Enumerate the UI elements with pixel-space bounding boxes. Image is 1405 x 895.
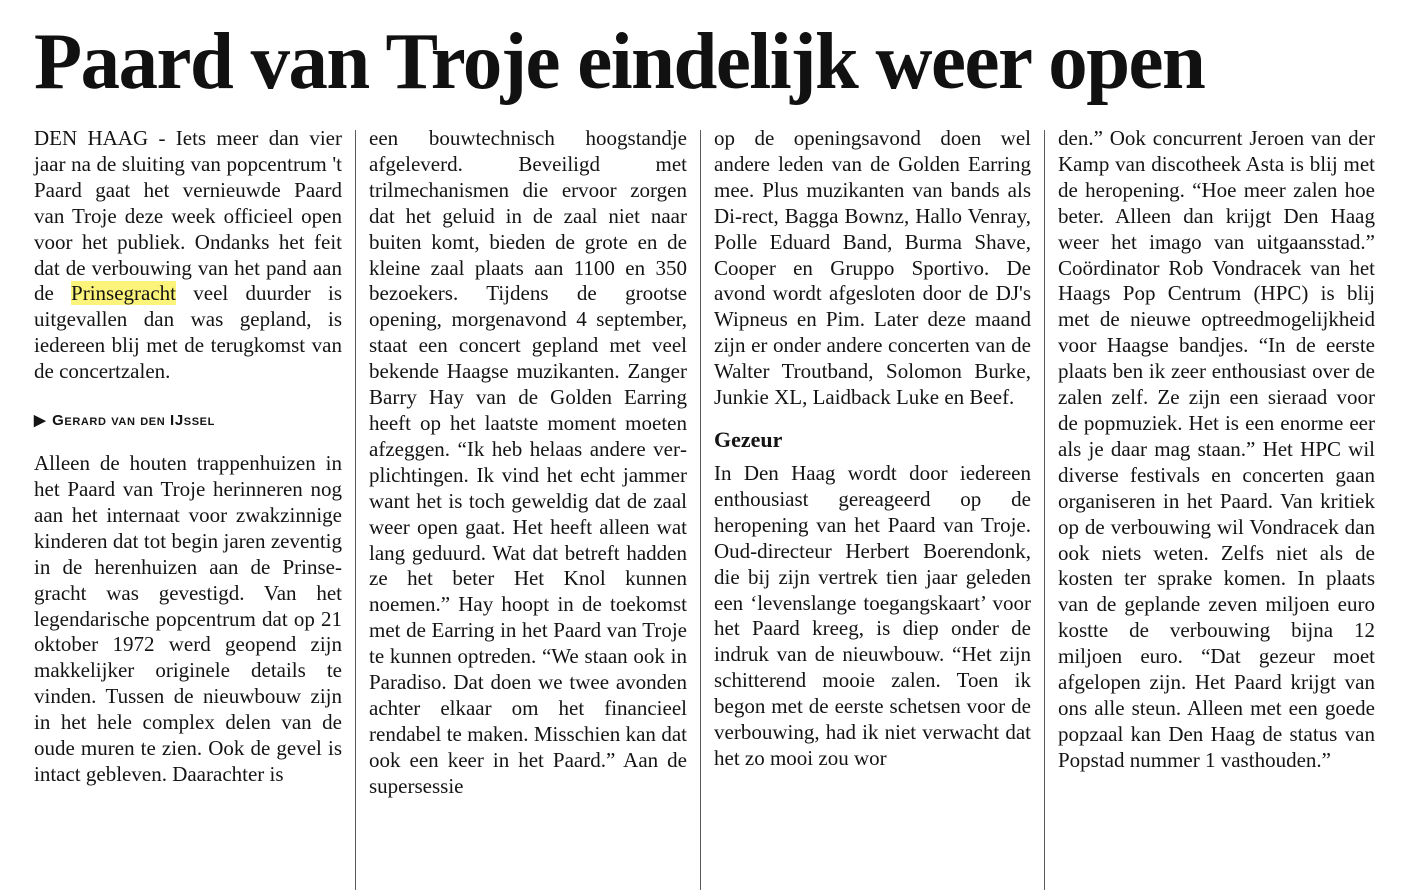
byline-mark: ▶ [34,412,47,430]
highlighted-word: Prinsegracht [71,281,177,306]
dateline: DEN HAAG - [34,126,176,150]
lead-text-b: veel duurder is uitgevallen dan was gepland, is iedereen blij met de terugkomst van de concertzalen. [34,281,342,384]
body-paragraph: den.” Ook concurrent Jeroen van der Kamp van discotheek Asta is blij met de heropening. “Hoe meer zalen hoe beter. Alleen dan krijgt Den Haag weer het imago van uitgaansstad.” Coördinator Rob Vondracek van het Haags Pop Centrum (HPC) is blij met de nieuwe optreedmogelijkheid voor Haagse bandjes. “In de eerste plaats ben ik zeer enthousiast over de zalen zelf. Ze zijn een sieraad voor de popmuziek. Het is een enorme eer als je daar mag staan.” Het HPC wil diverse festivals en concerten gaan organiseren in het Paard. Van kritiek op de verbouwing wil Vondracek dan ook niets weten. Zelfs niet als de kosten ter sprake komen. In plaats van de geplande zeven miljoen euro kostte de verbouwing bijna 12 miljoen euro. “Dat gezeur moet afgelopen zijn. Het Paard krijgt van ons alle steun. Alleen met een goede popzaal kan Den Haag de status van Popstad nummer 1 vasthouden.” [1058,126,1375,772]
subhead: Gezeur [714,426,783,452]
lead-paragraph [34,126,342,385]
lead-text-a: Iets meer dan vier jaar na de sluiting van popcentrum 't Paard gaat het vernieuwde Paard van Troje deze week officieel open voor het publiek. Ondanks het feit dat de verbouwing van het pand aan de [34,126,342,306]
body-paragraph: op de openingsavond doen wel andere leden van de Golden Earring mee. Plus muzikanten van bands als Di-rect, Bagga Bownz, Hallo Venray, Polle Eduard Band, Burma Shave, Cooper en Gruppo Sportivo. De avond wordt afgesloten door de DJ's Wipneus en Pim. Later deze maand zijn er onder andere concerten van de Walter Troutband, Solomon Burke, Junkie XL, Laidback Luke en Beef. [714,126,1031,410]
article-column-3 [714,126,1031,772]
body-paragraph: een bouwtechnisch hoogstandje afgeleverd. Beveiligd met trilmechanismen die ervoor zorgen dat het geluid in de zaal niet naar buiten komt, bieden de grote en de kleine zaal plaats aan 1100 en 350 bezoekers. Tijdens de grootse opening, morgenavond 4 september, staat een concert gepland met veel bekende Haagse muzikanten. Zanger Barry Hay van de Golden Earring heeft op het laatste moment moeten afzeggen. “Ik heb helaas andere verplichtingen. Ik vind het echt jammer want het is toch geweldig dat de zaal weer open gaat. Het heeft alleen wat lang geduurd. Wat dat betreft hadden ze het beter Het Knol kunnen noemen.” Hay hoopt in de toekomst met de Earring in het Paard van Troje te kunnen optreden. “We staan ook in Paradiso. Dat doen we twee avonden achter elkaar om het financieel rendabel te maken. Misschien kan dat ook een keer in het Paard.” Aan de supersessie [369,126,687,798]
article-column-4 [1058,126,1375,774]
body-paragraph: In Den Haag wordt door iedereen enthousiast gereageerd op de heropening van het Paard van Troje. Oud-directeur Herbert Boerendonk, die bij zijn vertrek tien jaar geleden een ‘levenslange toegangskaart’ voor het Paard kreeg, is diep onder de indruk van de nieuwbouw. “Het zijn schitterend mooie zalen. Toen ik begon met de eerste schetsen voor de verbouwing, had ik niet verwacht dat het zo mooi zou wor [714,460,1031,770]
article-column-1 [34,126,342,788]
column-rule [355,130,356,890]
byline [34,411,342,431]
headline: Paard van Troje eindelijk weer open [34,18,1205,106]
column-rule [1044,130,1045,890]
body-paragraph: Alleen de houten trappenhuizen in het Paard van Troje herinneren nog aan het internaat voor zwakzinnige kinderen dat tot begin jaren zeventig in de herenhuizen aan de Prinsegracht was gevestigd. Van het legendarische popcentrum dat op 21 oktober 1972 werd geopend zijn makkelijker originele details te vinden. Tussen de nieuwbouw zijn in het hele complex delen van de oude muren te zien. Ook de gevel is intact gebleven. Daarachter is [34,451,342,786]
article-column-2 [369,126,687,800]
column-rule [700,130,701,890]
byline-author: Gerard van den IJssel [52,412,215,430]
